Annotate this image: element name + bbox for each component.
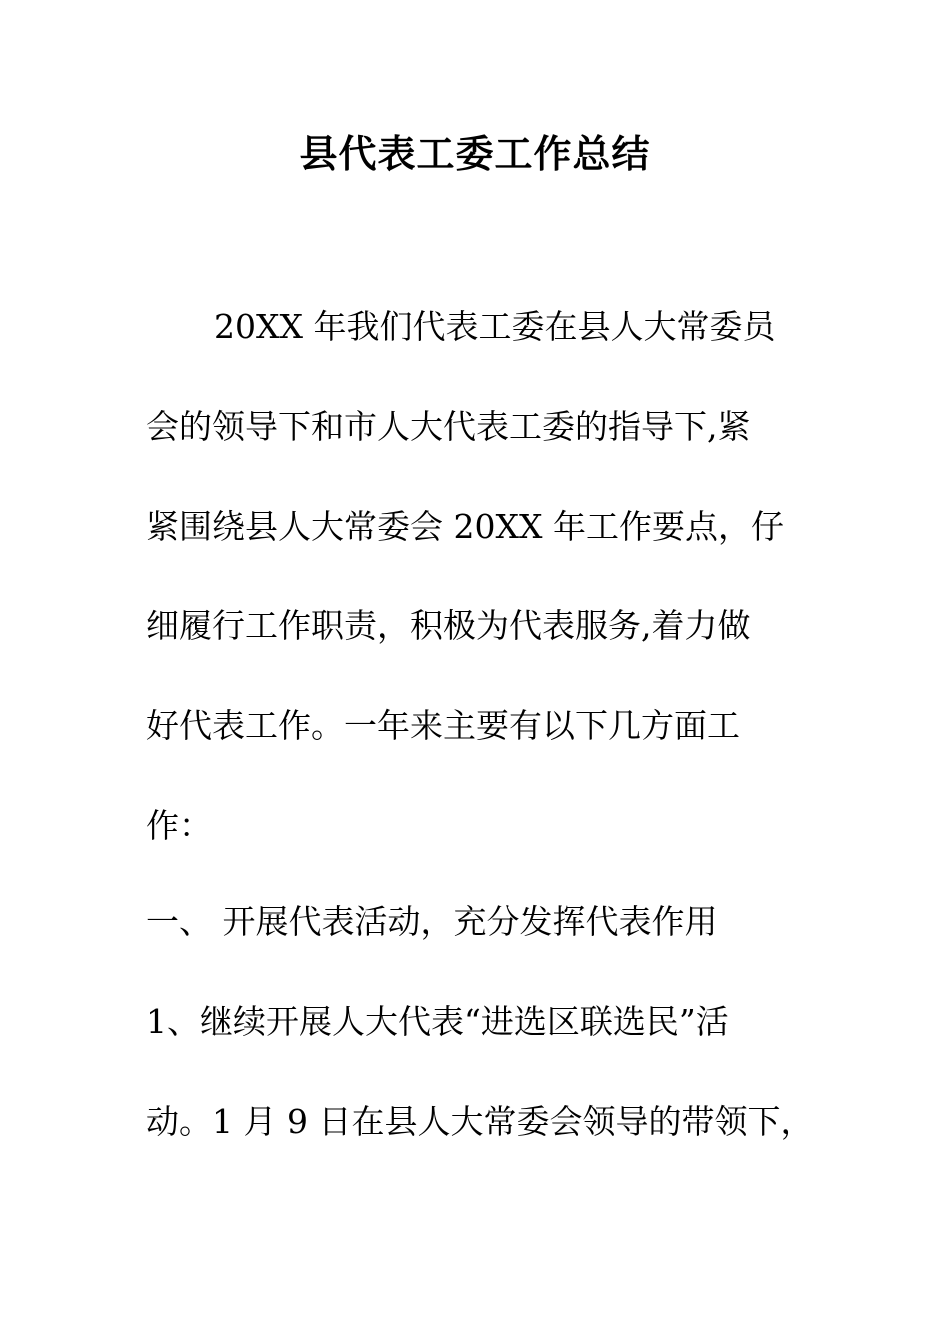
list-item-line: 1、继续开展人大代表“进选区联选民”活 [146,1002,729,1041]
list-item-line: 动。1 月 9 日在县人大常委会领导的带领下， [146,1102,814,1141]
paragraph-line: 会的领导下和市人大代表工委的指导下,紧 [146,407,751,446]
paragraph-line: 好代表工作。一年来主要有以下几方面工 [146,706,740,745]
paragraph-line: 作： [146,806,212,845]
page-title: 县代表工委工作总结 [299,132,651,176]
paragraph-line: 细履行工作职责，积极为代表服务,着力做 [146,606,751,645]
paragraph-line: 紧围绕县人大常委会 20XX 年工作要点，仔 [146,507,784,546]
section-heading: 一、 开展代表活动，充分发挥代表作用 [146,902,718,941]
paragraph-line: 20XX 年我们代表工委在县人大常委员 [214,307,776,346]
